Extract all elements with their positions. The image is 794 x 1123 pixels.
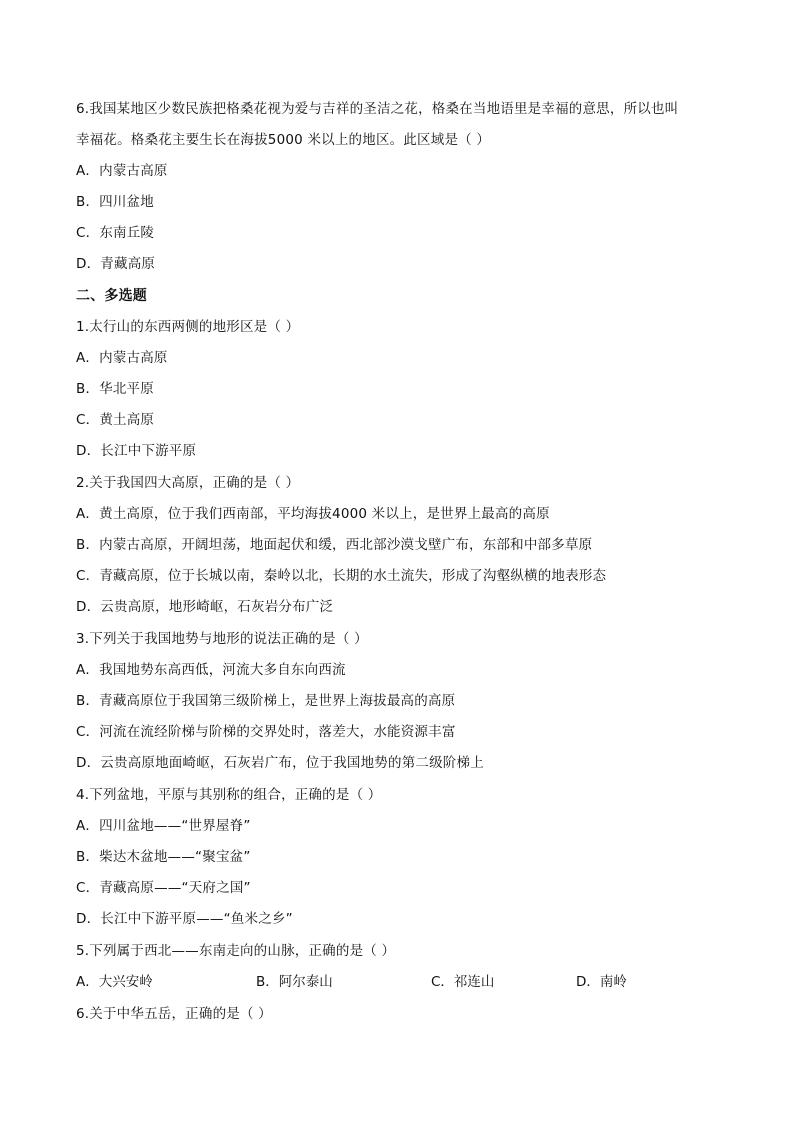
- question-6-option-c: C．东南丘陵: [76, 225, 155, 241]
- multi-question-4-option-a: A．四川盆地——“世界屋脊”: [76, 818, 251, 834]
- question-6-stem-line-2: 幸福花。格桑花主要生长在海拔5000 米以上的地区。此区域是（ ）: [76, 132, 491, 148]
- section-heading-multi-choice: 二、多选题: [76, 288, 147, 304]
- multi-question-5-option-a: A．大兴安岭: [76, 974, 153, 990]
- question-6-stem-line-1: 6.我国某地区少数民族把格桑花视为爱与吉祥的圣洁之花，格桑在当地语里是幸福的意思，所以也叫: [76, 101, 679, 117]
- multi-question-4-option-d: D．长江中下游平原——“鱼米之乡”: [76, 911, 293, 927]
- multi-question-4-stem: 4.下列盆地，平原与其别称的组合，正确的是（ ）: [76, 787, 382, 803]
- multi-question-1-option-a: A．内蒙古高原: [76, 350, 168, 366]
- multi-question-2-stem: 2.关于我国四大高原，正确的是（ ）: [76, 475, 300, 491]
- question-6-option-a: A．内蒙古高原: [76, 163, 168, 179]
- multi-question-2-option-d: D．云贵高原，地形崎岖，石灰岩分布广泛: [76, 599, 334, 615]
- multi-question-3-option-b: B．青藏高原位于我国第三级阶梯上，是世界上海拔最高的高原: [76, 693, 456, 709]
- multi-question-2-option-b: B．内蒙古高原，开阔坦荡，地面起伏和缓，西北部沙漠戈壁广布，东部和中部多草原: [76, 537, 593, 553]
- multi-question-2-option-a: A．黄土高原，位于我们西南部，平均海拔4000 米以上，是世界上最高的高原: [76, 506, 550, 522]
- multi-question-5-option-c: C．祁连山: [431, 974, 495, 990]
- question-6-option-b: B．四川盆地: [76, 194, 154, 210]
- multi-question-2-option-c: C．青藏高原，位于长城以南，秦岭以北，长期的水土流失，形成了沟壑纵横的地表形态: [76, 568, 607, 584]
- question-6-option-d: D．青藏高原: [76, 256, 156, 272]
- multi-question-5-options-row: [76, 973, 756, 991]
- multi-question-1-option-b: B．华北平原: [76, 381, 154, 397]
- multi-question-5-stem: 5.下列属于西北——东南走向的山脉，正确的是（ ）: [76, 943, 396, 959]
- multi-question-5-option-b: B．阿尔泰山: [256, 974, 333, 990]
- multi-question-3-stem: 3.下列关于我国地势与地形的说法正确的是（ ）: [76, 631, 368, 647]
- multi-question-4-option-b: B．柴达木盆地——“聚宝盆”: [76, 849, 251, 865]
- multi-question-3-option-d: D．云贵高原地面崎岖，石灰岩广布，位于我国地势的第二级阶梯上: [76, 755, 484, 771]
- multi-question-1-stem: 1.太行山的东西两侧的地形区是（ ）: [76, 319, 300, 335]
- multi-question-1-option-d: D．长江中下游平原: [76, 443, 197, 459]
- multi-question-6-stem: 6.关于中华五岳，正确的是（ ）: [76, 1006, 272, 1022]
- multi-question-5-option-d: D．南岭: [576, 974, 627, 990]
- multi-question-3-option-c: C．河流在流经阶梯与阶梯的交界处时，落差大，水能资源丰富: [76, 724, 456, 740]
- multi-question-1-option-c: C．黄土高原: [76, 412, 155, 428]
- multi-question-4-option-c: C．青藏高原——“天府之国”: [76, 880, 251, 896]
- multi-question-3-option-a: A．我国地势东高西低，河流大多自东向西流: [76, 662, 346, 678]
